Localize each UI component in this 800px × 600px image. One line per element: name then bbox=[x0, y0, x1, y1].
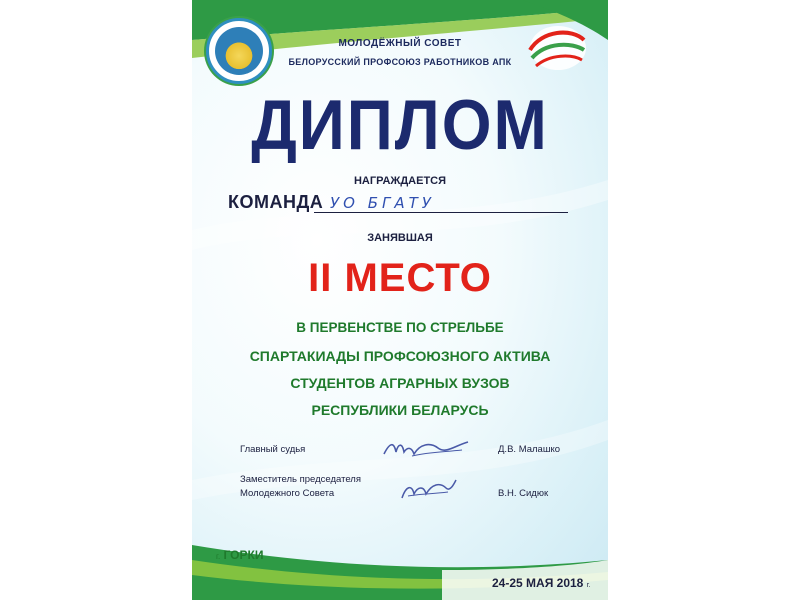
diploma-title: ДИПЛОМ bbox=[251, 85, 549, 165]
judge-label: Главный судья bbox=[240, 444, 306, 455]
city-footer bbox=[216, 548, 263, 562]
event-line-2: СПАРТАКИАДЫ ПРОФСОЮЗНОГО АКТИВА bbox=[249, 348, 551, 364]
event-line-4: РЕСПУБЛИКИ БЕЛАРУСЬ bbox=[311, 402, 489, 418]
event-line-3: СТУДЕНТОВ АГРАРНЫХ ВУЗОВ bbox=[290, 375, 510, 391]
city-prefix: г. bbox=[216, 552, 221, 561]
diploma-sheet bbox=[192, 0, 608, 600]
judge-signature bbox=[382, 436, 472, 462]
date-footer bbox=[492, 576, 590, 590]
deputy-label-2: Молодежного Совета bbox=[240, 488, 335, 499]
deputy-name: В.Н. Сидюк bbox=[498, 488, 549, 499]
took-label: ЗАНЯВШАЯ bbox=[367, 232, 433, 244]
team-underline bbox=[314, 212, 568, 213]
deputy-label-1: Заместитель председателя bbox=[240, 474, 361, 485]
header-line-2: БЕЛОРУССКИЙ ПРОФСОЮЗ РАБОТНИКОВ АПК bbox=[288, 57, 512, 67]
union-logo bbox=[206, 18, 272, 84]
place-heading: II МЕСТО bbox=[308, 256, 492, 300]
awarded-label: НАГРАЖДАЕТСЯ bbox=[353, 175, 447, 187]
deputy-signature bbox=[398, 476, 458, 504]
date-suffix: г. bbox=[586, 582, 591, 589]
team-value: УО БГАТУ bbox=[330, 194, 435, 212]
header-line-1: МОЛОДЁЖНЫЙ СОВЕТ bbox=[338, 38, 462, 49]
event-line-1: В ПЕРВЕНСТВЕ ПО СТРЕЛЬБЕ bbox=[296, 320, 504, 335]
judge-name: Д.В. Малашко bbox=[498, 444, 560, 455]
team-label: КОМАНДА bbox=[228, 192, 324, 212]
city-name: ГОРКИ bbox=[223, 548, 264, 562]
date-value: 24-25 МАЯ 2018 bbox=[492, 576, 584, 590]
